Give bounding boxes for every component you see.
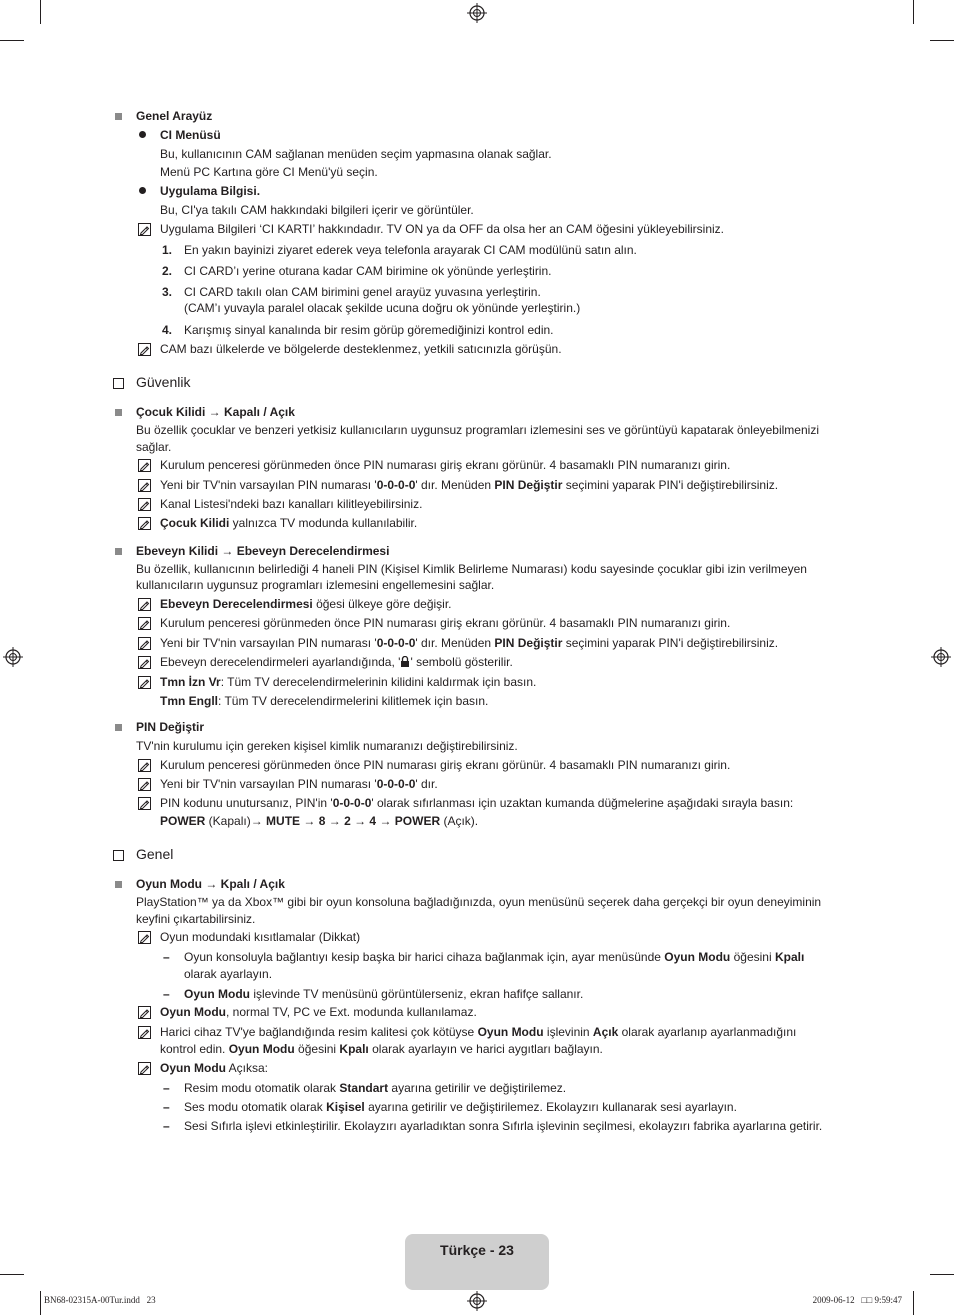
crop-mark <box>913 1291 914 1315</box>
text-run: ' sembolü gösterilir. <box>410 655 513 669</box>
step-number: 3. <box>162 285 173 299</box>
dash-bullet: – <box>163 950 170 964</box>
text-run: seçimini yaparak PIN'i değiştirebilirsiniz. <box>562 636 779 650</box>
paragraph: Bu, kullanıcının CAM sağlanan menüden seçim yapmasına olanak sağlar. <box>160 147 552 161</box>
text-run: ' dır. <box>415 777 438 791</box>
menu-term: Ebeveyn Derecelendirmesi <box>160 597 313 611</box>
square-bullet-icon <box>115 881 122 888</box>
round-bullet-icon <box>139 131 146 138</box>
dash-bullet: – <box>163 1081 170 1095</box>
page-number-label: Türkçe - 23 <box>440 1242 514 1258</box>
square-bullet-icon <box>115 548 122 555</box>
registration-mark-icon <box>931 647 951 667</box>
text-run: PIN kodunu unutursanız, PIN'in ' <box>160 796 333 810</box>
menu-term: Standart <box>339 1081 389 1095</box>
step-text: En yakın bayinizi ziyaret ederek veya telefonla arayarak CI CAM modülünü satın alın. <box>184 243 637 257</box>
text-run: : Tüm TV derecelendirmelerini kilitlemek için basın. <box>218 694 489 708</box>
menu-term: PIN Değiştir <box>494 636 563 650</box>
step-number: 4. <box>162 323 173 337</box>
note-icon <box>138 656 151 669</box>
paragraph: Bu özellik çocuklar ve benzeri yetkisiz kullanıcıların uygunsuz programları izlemesini ses ve görüntüyü kapatarak önleyebilmenizi <box>136 423 819 437</box>
arrow: → <box>350 814 370 828</box>
text-run: (Kapalı)→ <box>205 814 267 828</box>
menu-term: Çocuk Kilidi <box>160 516 230 530</box>
text-run: olarak ayarlayın ve harici aygıtları bağlayın. <box>368 1042 603 1056</box>
menu-term: Oyun Modu <box>664 950 731 964</box>
menu-term: Oyun Modu <box>228 1042 295 1056</box>
text-run: Resim modu otomatik olarak <box>184 1081 340 1095</box>
square-bullet-icon <box>115 409 122 416</box>
registration-mark-icon <box>467 1291 487 1311</box>
note-icon <box>138 343 151 356</box>
arrow: → <box>300 814 319 828</box>
dash-text <box>184 950 804 965</box>
dash-bullet: – <box>163 1100 170 1114</box>
crop-mark <box>40 1291 41 1315</box>
note-text <box>160 1061 268 1076</box>
section-title: Genel Arayüz <box>136 109 213 123</box>
note-icon <box>138 598 151 611</box>
step-text: (CAM’ı yuvayla paralel olacak şekilde ucuna doğru ok yönünde yerleştirin.) <box>184 301 581 315</box>
note-icon <box>138 517 151 530</box>
menu-term: Tmn Engll <box>160 694 218 708</box>
dash-bullet: – <box>163 987 170 1001</box>
paragraph: Menü PC Kartına göre CI Menü'yü seçin. <box>160 165 378 179</box>
item-title: Çocuk Kilidi → Kapalı / Açık <box>136 405 295 419</box>
text-run: Yeni bir TV'nin varsayılan PIN numarası ' <box>160 777 377 791</box>
pin-code: 0-0-0-0 <box>376 777 416 791</box>
note-text <box>160 1005 477 1020</box>
text-run: ' dır. Menüden <box>415 478 495 492</box>
paragraph: Bu, CI'ya takılı CAM hakkındaki bilgileri içerir ve görüntüler. <box>160 203 474 217</box>
dash-bullet: – <box>163 1119 170 1133</box>
crop-mark <box>930 1274 954 1275</box>
item-title: CI Menüsü <box>160 128 221 142</box>
button-name: POWER <box>394 814 441 828</box>
text-run: kontrol edin. <box>160 1042 229 1056</box>
step-text: CI CARD’ı yerine oturana kadar CAM birimine ok yönünde yerleştirin. <box>184 264 552 278</box>
dash-text: olarak ayarlayın. <box>184 967 273 981</box>
square-bullet-icon <box>115 113 122 120</box>
text-run: (Açık). <box>440 814 479 828</box>
crop-mark <box>930 40 954 41</box>
menu-term: Oyun Modu <box>477 1025 544 1039</box>
note-text <box>160 597 452 612</box>
registration-mark-icon <box>3 647 23 667</box>
checkbox-bullet-icon <box>113 850 124 861</box>
dash-text <box>184 1100 737 1115</box>
menu-term: Kişisel <box>326 1100 365 1114</box>
note-text <box>160 675 536 690</box>
item-title: PIN Değiştir <box>136 720 205 734</box>
text-run: ' dır. Menüden <box>415 636 495 650</box>
note-icon <box>138 617 151 630</box>
note-text <box>160 1042 603 1057</box>
note-text <box>160 777 438 792</box>
text-run: işlevinde TV menüsünü görüntülerseniz, ekran hafifçe sallanır. <box>250 987 584 1001</box>
note-text <box>160 814 478 829</box>
note-text: Kanal Listesi'ndeki bazı kanalları kilitleyebilirsiniz. <box>160 497 423 511</box>
note-icon <box>138 797 151 810</box>
paragraph: sağlar. <box>136 440 172 454</box>
checkbox-bullet-icon <box>113 378 124 389</box>
note-icon <box>138 931 151 944</box>
note-text <box>160 796 793 811</box>
arrow: → <box>325 814 345 828</box>
square-bullet-icon <box>115 724 122 731</box>
step-number: 2. <box>162 264 173 278</box>
lock-icon <box>400 656 410 667</box>
crop-mark <box>0 1274 24 1275</box>
note-text: Oyun modundaki kısıtlamalar (Dikkat) <box>160 930 361 944</box>
dash-text <box>184 1081 566 1096</box>
note-icon <box>138 498 151 511</box>
menu-term: Kpalı <box>774 950 805 964</box>
note-icon <box>138 1026 151 1039</box>
note-icon <box>138 479 151 492</box>
note-icon <box>138 637 151 650</box>
menu-term: Oyun Modu <box>160 1005 226 1019</box>
paragraph: TV'nin kurulumu için gereken kişisel kimlik numaranızı değiştirebilirsiniz. <box>136 739 518 753</box>
note-icon <box>138 1006 151 1019</box>
file-info: BN68-02315A-00Tur.indd 23 <box>44 1295 156 1305</box>
text-run: öğesini <box>294 1042 340 1056</box>
date-info: 2009-06-12 □□ 9:59:47 <box>812 1295 902 1305</box>
note-icon <box>138 676 151 689</box>
pin-code: 0-0-0-0 <box>332 796 372 810</box>
note-text: Kurulum penceresi görünmeden önce PIN numarası giriş ekranı görünür. 4 basamaklı PIN numaranızı girin. <box>160 616 731 630</box>
note-text <box>160 655 513 670</box>
item-title: Uygulama Bilgisi. <box>160 184 261 198</box>
section-heading: Genel <box>136 846 174 862</box>
paragraph: Bu özellik, kullanıcının belirlediği 4 haneli PIN (Kişisel Kimlik Belirleme Numarası) kodu sayesinde çocuklar gibi izin verilmeyen <box>136 562 807 576</box>
note-icon <box>138 459 151 472</box>
text-run: Ebeveyn derecelendirmeleri ayarlandığında, ' <box>160 655 401 669</box>
paragraph: keyfini çıkartabilirsiniz. <box>136 912 256 926</box>
menu-term: Oyun Modu <box>160 1061 226 1075</box>
text-run: yalnızca TV modunda kullanılabilir. <box>229 516 418 530</box>
note-icon <box>138 778 151 791</box>
note-text: Kurulum penceresi görünmeden önce PIN numarası giriş ekranı görünür. 4 basamaklı PIN numaranızı girin. <box>160 758 731 772</box>
paragraph: kullanıcıların uygunsuz programları izlemesini engellemesini sağlar. <box>136 578 495 592</box>
text-run: Yeni bir TV'nin varsayılan PIN numarası ' <box>160 636 377 650</box>
button-name: 4 <box>369 814 377 828</box>
step-text: Karışmış sinyal kanalında bir resim görüp göremediğinizi kontrol edin. <box>184 323 554 337</box>
text-run: öğesi ülkeye göre değişir. <box>312 597 452 611</box>
item-title: Ebeveyn Kilidi → Ebeveyn Derecelendirmesi <box>136 544 390 558</box>
crop-mark <box>0 40 24 41</box>
text-run: seçimini yaparak PIN'i değiştirebilirsiniz. <box>562 478 779 492</box>
crop-mark <box>40 0 41 24</box>
note-text: CAM bazı ülkelerde ve bölgelerde desteklenmez, yetkili satıcınızla görüşün. <box>160 342 562 356</box>
section-heading: Güvenlik <box>136 374 191 390</box>
note-icon <box>138 1062 151 1075</box>
text-run: Oyun konsoluyla bağlantıyı kesip başka bir harici cihaza bağlanmak için, ayar menüsünde <box>184 950 665 964</box>
text-run: öğesini <box>730 950 775 964</box>
note-text <box>160 694 488 709</box>
text-run: işlevinin <box>543 1025 593 1039</box>
dash-text: Sesi Sıfırla işlevi etkinleştirilir. Ekolayzırı ayarladıktan sonra Sıfırla işlevinin seçilmesi, ekolayzırı fabrika ayarlarına getirir. <box>184 1119 823 1133</box>
note-text <box>160 1025 796 1040</box>
item-title: Oyun Modu → Kpalı / Açık <box>136 877 285 891</box>
step-number: 1. <box>162 243 173 257</box>
text-run: Harici cihaz TV'ye bağlandığında resim kalitesi çok kötüyse <box>160 1025 478 1039</box>
registration-mark-icon <box>467 3 487 23</box>
text-run: Ses modu otomatik olarak <box>184 1100 327 1114</box>
dash-text <box>184 987 583 1002</box>
text-run: ayarına getirilir ve değiştirilemez. Ekolayzırı kullanarak sesi ayarlayın. <box>364 1100 737 1114</box>
paragraph: PlayStation™ ya da Xbox™ gibi bir oyun konsoluna bağladığınızda, oyun menüsünü seçerek daha gerçekçi bir oyun deneyiminin <box>136 895 822 909</box>
menu-term: PIN Değiştir <box>494 478 563 492</box>
menu-term: Oyun Modu <box>184 987 250 1001</box>
menu-term: Kpalı <box>339 1042 369 1056</box>
note-icon <box>138 759 151 772</box>
note-text <box>160 478 778 493</box>
menu-term: Açık <box>592 1025 619 1039</box>
text-run: olarak ayarlanıp ayarlanmadığını <box>618 1025 797 1039</box>
text-run: ayarına getirilir ve değiştirilemez. <box>388 1081 567 1095</box>
note-icon <box>138 223 151 236</box>
menu-term: Tmn İzn Vr <box>160 675 221 689</box>
pin-code: 0-0-0-0 <box>376 636 416 650</box>
pin-code: 0-0-0-0 <box>376 478 416 492</box>
button-name: 2 <box>344 814 351 828</box>
button-name: MUTE <box>266 814 301 828</box>
note-text: Uygulama Bilgileri ‘CI KARTI’ hakkındadır. TV ON ya da OFF da olsa her an CAM öğesini yükleyebilirsiniz. <box>160 222 725 236</box>
step-text: CI CARD takılı olan CAM birimini genel arayüz yuvasına yerleştirin. <box>184 285 541 299</box>
note-text <box>160 516 417 531</box>
arrow: → <box>376 814 395 828</box>
crop-mark <box>913 0 914 24</box>
text-run: Açıksa: <box>226 1061 269 1075</box>
note-text: Kurulum penceresi görünmeden önce PIN numarası giriş ekranı görünür. 4 basamaklı PIN numaranızı girin. <box>160 458 731 472</box>
note-text <box>160 636 778 651</box>
text-run: : Tüm TV derecelendirmelerinin kilidini kaldırmak için basın. <box>220 675 537 689</box>
button-name: 8 <box>318 814 326 828</box>
text-run: Yeni bir TV'nin varsayılan PIN numarası ' <box>160 478 377 492</box>
round-bullet-icon <box>139 187 146 194</box>
text-run: , normal TV, PC ve Ext. modunda kullanılamaz. <box>226 1005 477 1019</box>
text-run: ' olarak sıfırlanması için uzaktan kumanda düğmelerine aşağıdaki sırayla basın: <box>371 796 794 810</box>
button-name: POWER <box>160 814 206 828</box>
